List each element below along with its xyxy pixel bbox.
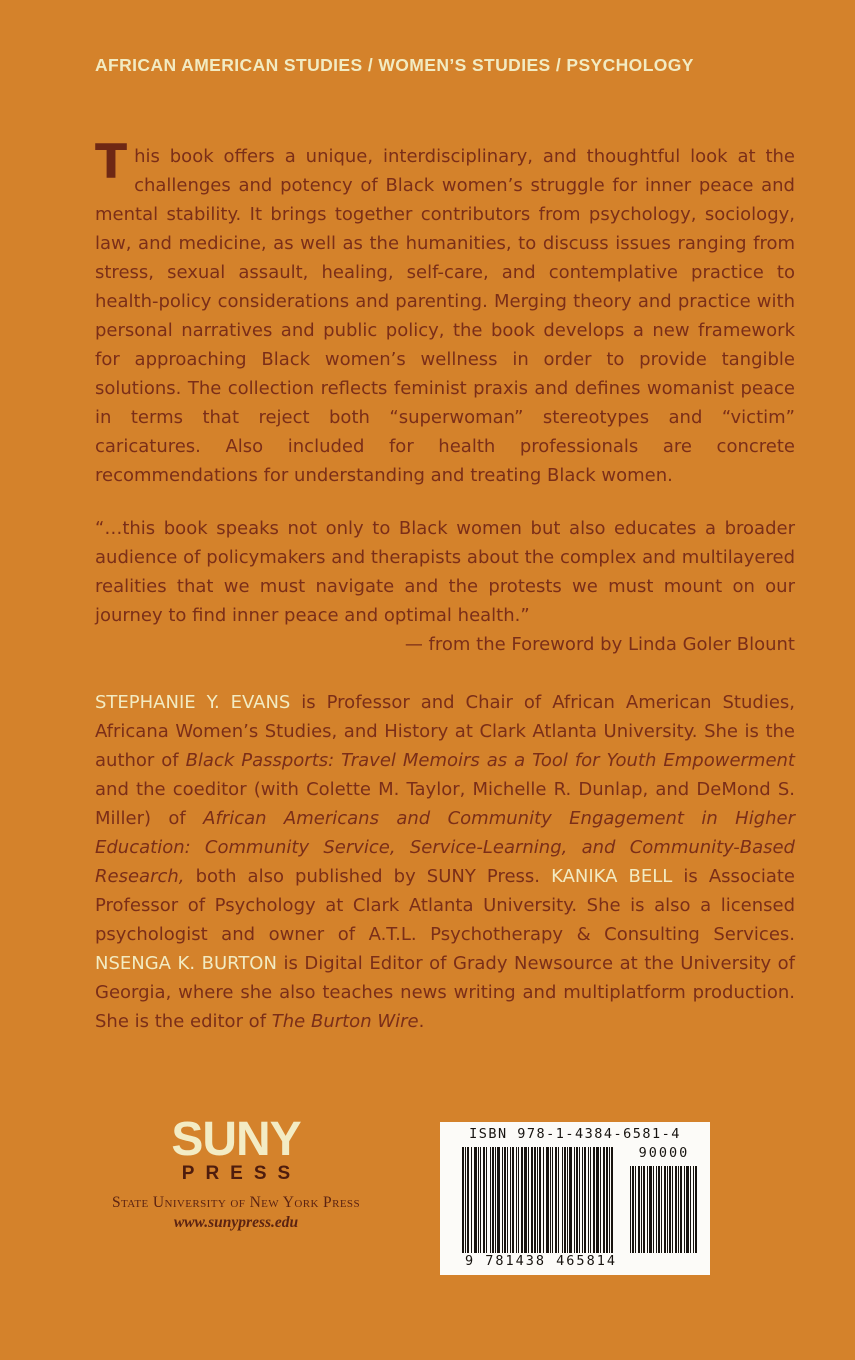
quote-attribution: — from the Foreword by Linda Goler Blount xyxy=(404,634,795,655)
barcode-price-code: 90000 xyxy=(638,1145,690,1161)
barcode-ean-digits: 9 781438 465814 xyxy=(465,1253,617,1269)
bio-segment: is Digital Editor of Grady Newsource at the University of Georgia, where she also teaches news writing and multiplatform production. She is the editor of xyxy=(95,953,795,1032)
press-logo-wordmark: PRESS xyxy=(181,1163,302,1184)
contributors-bio xyxy=(95,688,795,1036)
barcode-isbn-label: ISBN 978-1-4384-6581-4 xyxy=(469,1126,681,1142)
bio-segment: is Associate Professor of Psychology at Clark Atlanta University. She is also a licensed psychologist and owner of A.T.L. Psychotherapy & Consulting Services. xyxy=(95,866,796,945)
bio-segment: NSENGA K. BURTON xyxy=(95,953,277,974)
description-text: his book offers a unique, interdisciplinary, and thoughtful look at the challenges and potency of Black women’s struggle for inner peace and mental stability. It brings together contributors from psychology, sociology, law, and medicine, as well as the humanities, to discuss issues ranging from stress, sexual assault, healing, self-care, and contemplative practice to health-policy considerations and parenting. Merging theory and practice with personal narratives and public policy, the book develops a new framework for approaching Black women’s wellness in order to provide tangible solutions. The collection reflects feminist praxis and defines womanist peace in terms that reject both “superwoman” stereotypes and “victim” caricatures. Also included for health professionals are concrete recommendations for understanding and treating Black women. xyxy=(95,146,795,486)
dropcap-letter: T xyxy=(95,135,128,190)
bio-segment: KANIKA BELL xyxy=(551,866,673,887)
barcode-bars-main xyxy=(462,1147,614,1253)
bio-segment: African Americans and Community Engagement in Higher Education: Community Service, Service-Learning, and Community-Based Research, xyxy=(95,808,795,887)
barcode xyxy=(440,1122,710,1275)
bio-segment: and the coeditor (with Colette M. Taylor, Michelle R. Dunlap, and DeMond S. Miller) of xyxy=(95,779,795,829)
bio-segment: The Burton Wire xyxy=(271,1011,419,1032)
description-paragraph xyxy=(95,135,795,490)
bio-segment: both also published by SUNY Press. xyxy=(184,866,552,887)
foreword-quote xyxy=(95,514,795,659)
bio-segment: is Professor and Chair of African American Studies, Africana Women’s Studies, and History at Clark Atlanta University. She is the author of xyxy=(95,692,795,771)
publisher-website: www.sunypress.edu xyxy=(173,1214,299,1231)
bio-segment: STEPHANIE Y. EVANS xyxy=(95,692,291,713)
publisher-logo xyxy=(100,1113,372,1232)
bio-segment: . xyxy=(418,1011,425,1032)
quote-text: “…this book speaks not only to Black women but also educates a broader audience of policymakers and therapists about the complex and multilayered realities that we must navigate and the protests we must mount on our journey to find inner peace and optimal health.” xyxy=(95,518,795,626)
category-header: AFRICAN AMERICAN STUDIES / WOMEN’S STUDIES / PSYCHOLOGY xyxy=(95,55,694,75)
bio-segment: Black Passports: Travel Memoirs as a Tool for Youth Empowerment xyxy=(185,750,795,771)
publisher-name: State University of New York Press xyxy=(112,1194,360,1211)
barcode-bars-supplement xyxy=(630,1166,698,1253)
suny-logo-wordmark: SUNY xyxy=(171,1113,301,1166)
